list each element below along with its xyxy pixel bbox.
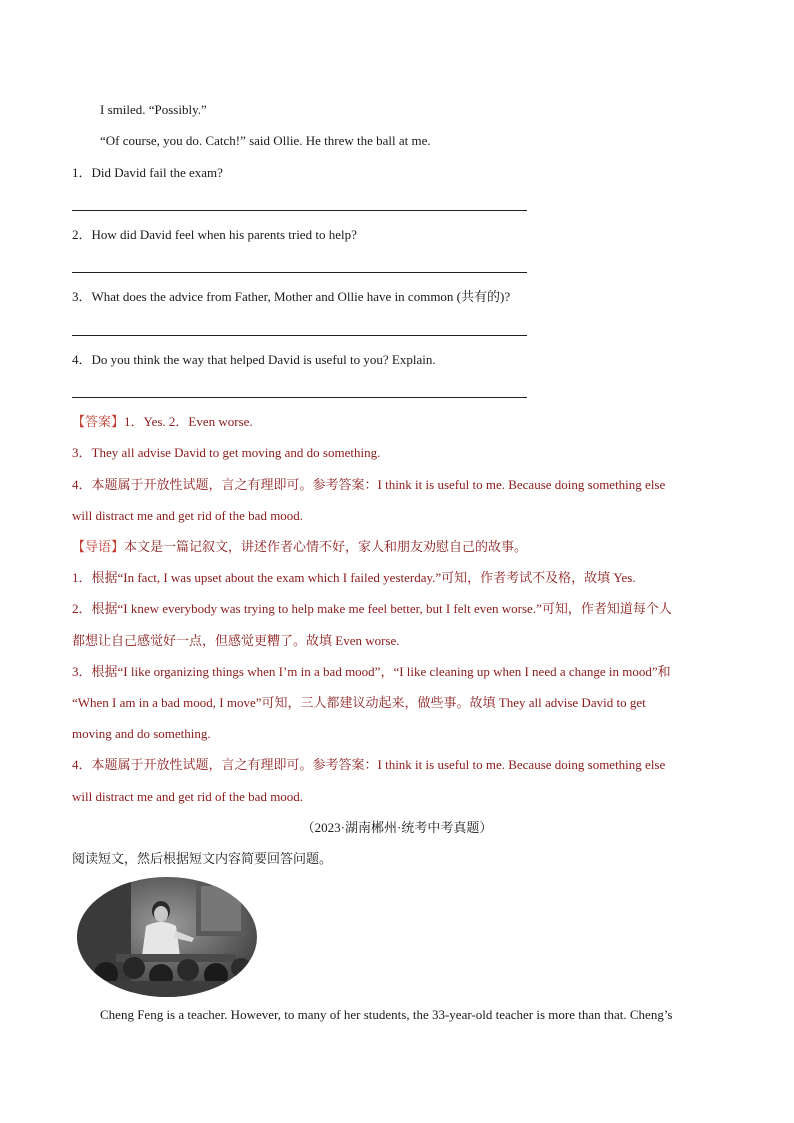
answer-line-2[interactable] <box>72 272 527 273</box>
answer-heading <box>72 413 253 431</box>
guide-point-3a: 3．根据“I like organizing things when I’m in a bad mood”，“I like cleaning up when I need a change in mood”和 <box>72 664 671 679</box>
classroom-photo <box>76 876 258 998</box>
answer-line-3-text: 4．本题属于开放性试题，言之有理即可。参考答案：I think it is useful to me. Because doing something else <box>72 477 666 492</box>
story-line-2: “Of course, you do. Catch!” said Ollie. He threw the ball at me. <box>100 133 431 148</box>
guide-point-2a: 2．根据“I knew everybody was trying to help make me feel better, but I felt even worse.”可知，作者知道每个人 <box>72 601 672 616</box>
guide-point-4a: 4．本题属于开放性试题，言之有理即可。参考答案：I think it is useful to me. Because doing something else <box>72 757 666 772</box>
answer-line-1[interactable] <box>72 210 527 211</box>
guide-point-3b: “When I am in a bad mood, I move”可知，三人都建议动起来，做些事。故填 They all advise David to get <box>72 695 646 710</box>
question-4: 4．Do you think the way that helped David is useful to you? Explain. <box>72 352 436 367</box>
answer-line-4-text: will distract me and get rid of the bad mood. <box>72 508 304 523</box>
guide-tag: 【导语】 <box>72 539 125 554</box>
guide-point-1: 1．根据“In fact, I was upset about the exam which I failed yesterday.”可知，作者考试不及格，故填 Yes. <box>72 570 636 585</box>
question-2: 2．How did David feel when his parents tried to help? <box>72 227 357 242</box>
answer-line-1-text: 1．Yes. 2．Even worse. <box>124 414 253 429</box>
guide-heading <box>72 538 527 556</box>
question-3: 3．What does the advice from Father, Mother and Ollie have in common (共有的)? <box>72 289 511 304</box>
answer-line-3[interactable] <box>72 335 527 336</box>
question-1: 1．Did David fail the exam? <box>72 165 223 180</box>
guide-point-4b: will distract me and get rid of the bad mood. <box>72 789 304 804</box>
guide-point-3c: moving and do something. <box>72 726 211 741</box>
story-line-1: I smiled. “Possibly.” <box>100 102 207 117</box>
answer-tag: 【答案】 <box>72 414 125 429</box>
guide-intro: 本文是一篇记叙文，讲述作者心情不好，家人和朋友劝慰自己的故事。 <box>124 539 528 554</box>
instruction-text: 阅读短文，然后根据短文内容简要回答问题。 <box>72 851 333 866</box>
source-label: （2023·湖南郴州·统考中考真题） <box>301 820 493 835</box>
answer-line-4[interactable] <box>72 397 527 398</box>
guide-point-2b: 都想让自己感觉好一点，但感觉更糟了。故填 Even worse. <box>72 633 400 648</box>
passage-first-line: Cheng Feng is a teacher. However, to many of her students, the 33-year-old teacher is more than that. Cheng’s <box>100 1007 673 1022</box>
answer-line-2-text: 3．They all advise David to get moving and do something. <box>72 445 381 460</box>
